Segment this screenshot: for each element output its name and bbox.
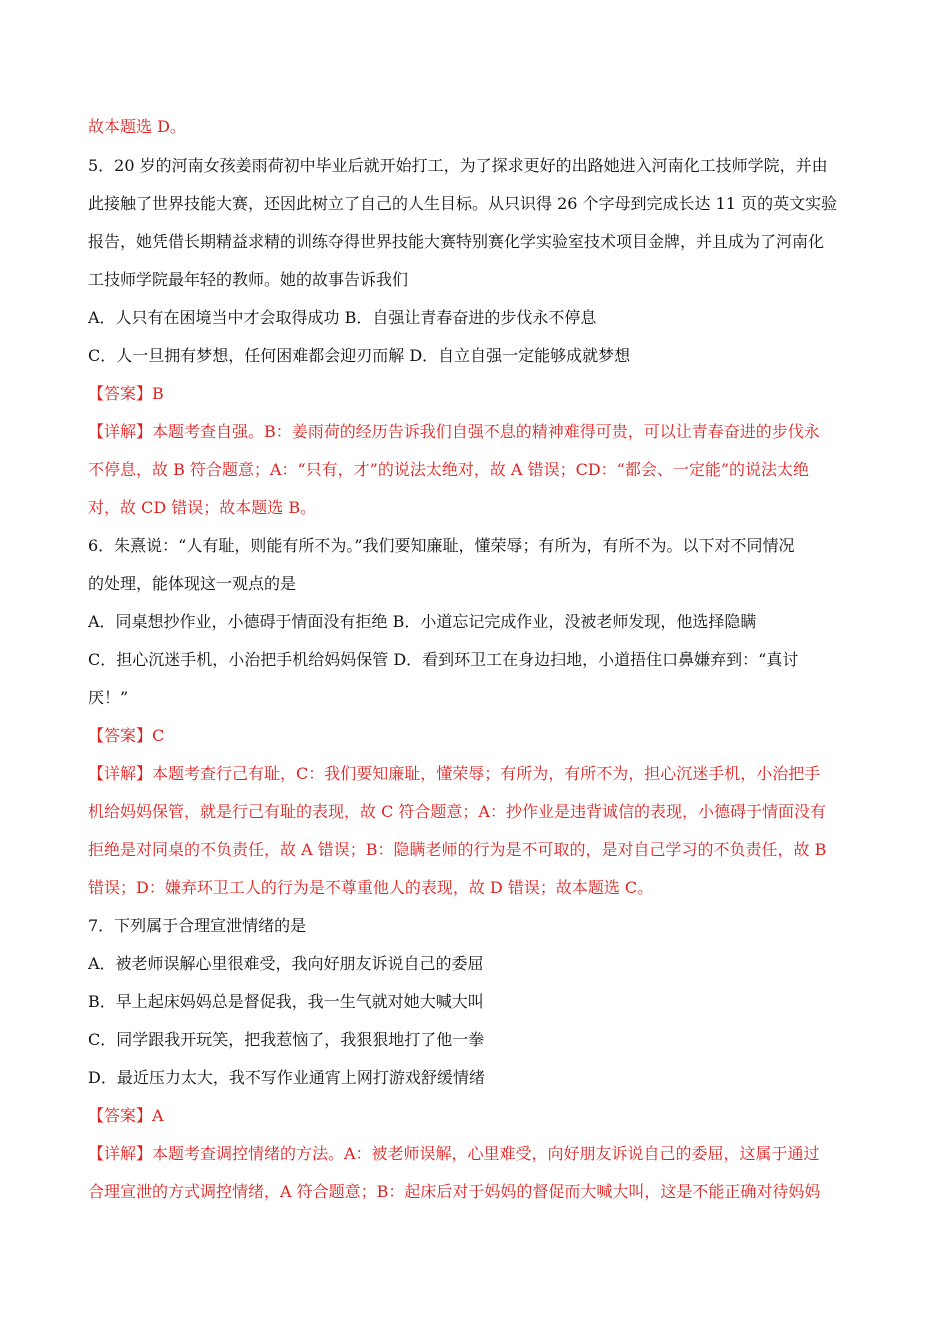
text-line: A．同桌想抄作业，小德碍于情面没有拒绝 B．小道忘记完成作业，没被老师发现，他选择隐瞒 — [88, 612, 757, 631]
text-line: 【答案】A — [88, 1106, 164, 1125]
text-line: 合理宣泄的方式调控情绪，A 符合题意；B：起床后对于妈妈的督促而大喊大叫，这是不能正确对待妈妈 — [88, 1182, 821, 1201]
text-line: 对，故 CD 错误；故本题选 B。 — [88, 498, 317, 517]
text-line: A．人只有在困境当中才会取得成功 B．自强让青春奋进的步伐永不停息 — [88, 308, 597, 327]
text-line: 不停息，故 B 符合题意；A：“只有，才”的说法太绝对，故 A 错误；CD：“都会、一定能”的说法太绝 — [88, 460, 810, 479]
text-line: 报告，她凭借长期精益求精的训练夺得世界技能大赛特别赛化学实验室技术项目金牌，并且成为了河南化 — [88, 232, 825, 251]
text-line: C．同学跟我开玩笑，把我惹恼了，我狠狠地打了他一拳 — [88, 1030, 485, 1049]
text-line: 机给妈妈保管，就是行己有耻的表现，故 C 符合题意；A：抄作业是违背诚信的表现，小德碍于情面没有 — [88, 802, 826, 821]
text-line: 【详解】本题考查自强。B：姜雨荷的经历告诉我们自强不息的精神难得可贵，可以让青春奋进的步伐永 — [88, 422, 820, 441]
text-line: 7．下列属于合理宣泄情绪的是 — [88, 916, 307, 935]
text-line: 工技师学院最年轻的教师。她的故事告诉我们 — [88, 270, 409, 289]
text-line: 【详解】本题考查行己有耻，C：我们要知廉耻，懂荣辱；有所为，有所不为，担心沉迷手机，小治把手 — [88, 764, 821, 783]
text-line: D．最近压力太大，我不写作业通宵上网打游戏舒缓情绪 — [88, 1068, 485, 1087]
text-line: 故本题选 D。 — [88, 117, 186, 136]
text-line: 【详解】本题考查调控情绪的方法。A：被老师误解，心里难受，向好朋友诉说自己的委屈，这属于通过 — [88, 1144, 820, 1163]
text-line: 5．20 岁的河南女孩姜雨荷初中毕业后就开始打工，为了探求更好的出路她进入河南化工技师学院，并由 — [88, 156, 828, 175]
text-line: C．担心沉迷手机，小治把手机给妈妈保管 D．看到环卫工在身边扫地，小道捂住口鼻嫌弃到：“真讨 — [88, 650, 799, 669]
text-line: 错误；D：嫌弃环卫工人的行为是不尊重他人的表现，故 D 错误；故本题选 C。 — [88, 878, 654, 897]
text-line: C．人一旦拥有梦想，任何困难都会迎刃而解 D．自立自强一定能够成就梦想 — [88, 346, 631, 365]
text-line: 拒绝是对同桌的不负责任，故 A 错误；B：隐瞒老师的行为是不可取的，是对自己学习的不负责任，故 B — [88, 840, 827, 859]
text-line: 【答案】B — [88, 384, 164, 403]
text-line: 的处理，能体现这一观点的是 — [88, 574, 297, 593]
text-line: 【答案】C — [88, 726, 165, 745]
text-line: B．早上起床妈妈总是督促我，我一生气就对她大喊大叫 — [88, 992, 484, 1011]
text-line: 此接触了世界技能大赛，还因此树立了自己的人生目标。从只识得 26 个字母到完成长达 11 页的英文实验 — [88, 194, 838, 213]
text-line: 厌！” — [88, 688, 129, 707]
text-line: 6．朱熹说：“人有耻，则能有所不为。”我们要知廉耻，懂荣辱；有所为，有所不为。以下对不同情况 — [88, 536, 795, 555]
text-line: A．被老师误解心里很难受，我向好朋友诉说自己的委屈 — [88, 954, 484, 973]
